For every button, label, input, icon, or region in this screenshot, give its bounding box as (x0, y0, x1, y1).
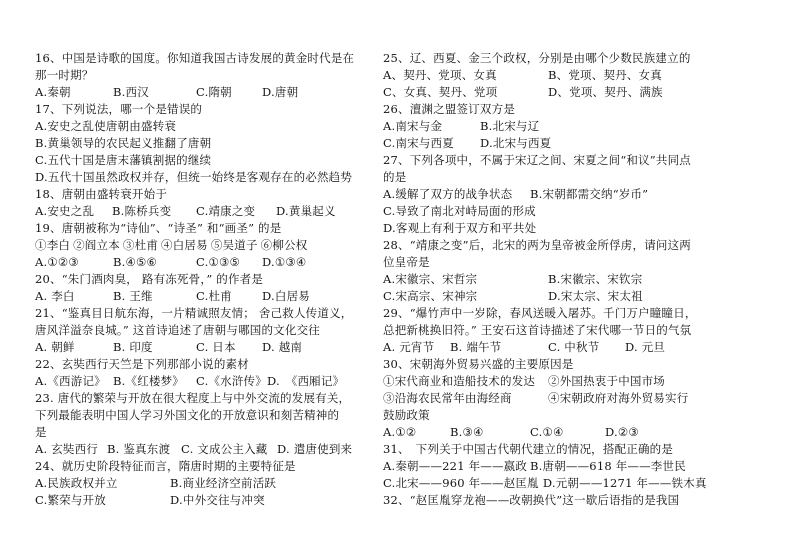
question-18-option-b: B.陈桥兵变 (112, 204, 172, 218)
question-18-option-a: A.安史之乱 (35, 204, 95, 218)
right-column (383, 50, 778, 509)
question-16-options (35, 84, 375, 101)
question-27-option-b: B.宋朝都需交纳“岁币” (530, 187, 649, 201)
question-24-option-b: B.商业经济空前活跃 (170, 476, 277, 490)
question-31-option-a: A.秦朝——221 年——嬴政 (383, 459, 528, 473)
question-26-option-d: D.北宋与西夏 (480, 136, 552, 150)
question-18-stem: 18、唐朝由盛转衰开始于 (35, 187, 168, 201)
question-23-stem-continued: 下列最能表明中国人学习外国文化的开放意识和刻苦精神的 (35, 408, 340, 422)
question-24-option-a: A.民族政权并立 (35, 476, 118, 490)
question-30-items-34 (383, 390, 778, 407)
question-29-stem-continued: 总把新桃换旧符。” 王安石这首诗描述了宋代哪一节日的气氛 (383, 323, 692, 337)
question-25-option-d: D、党项、契丹、满族 (548, 85, 663, 99)
question-29-option-b: B. 端午节 (450, 340, 502, 354)
question-32-stem: 32、“赵匡胤穿龙袍——改朝换代”这一歇后语指的是我国 (383, 493, 680, 507)
question-26-options-ab (383, 118, 778, 135)
question-18-option-d: D.黄巢起义 (276, 204, 336, 218)
question-23-options (35, 441, 375, 458)
question-19-option-c: C.①③⑤ (196, 255, 240, 269)
question-21-option-a: A. 朝鲜 (35, 340, 75, 354)
question-19-stem: 19、唐朝被称为“诗仙”、“诗圣” 和“画圣” 的是 (35, 221, 282, 235)
question-31-options-ab (383, 458, 778, 475)
question-28-options-cd (383, 288, 778, 305)
question-30-items-12 (383, 373, 778, 390)
question-29-option-c: C. 中秋节 (548, 340, 600, 354)
question-26-options-cd (383, 135, 778, 152)
question-19-item-3: ③杜甫 (122, 238, 159, 252)
question-30-stem: 30、宋朝海外贸易兴盛的主要原因是 (383, 357, 574, 371)
question-19-item-1: ①李白 (35, 238, 71, 252)
question-26-option-c: C.南宋与西夏 (383, 136, 454, 150)
question-21-stem-continued: 唐风洋溢奈良城。” 这首诗追述了唐朝与哪国的文化交往 (35, 323, 320, 337)
question-28-option-b: B.宋徽宗、宋钦宗 (548, 272, 643, 286)
question-30-item-4: ④宋朝政府对海外贸易实行 (548, 391, 689, 405)
question-23-stem: 23. 唐代的繁荣与开放在很大程度上与中外交流的发展有关， (35, 391, 351, 405)
question-31-option-d: D.元朝——1271 年——铁木真 (542, 476, 707, 490)
question-26-stem: 26、澶渊之盟签订双方是 (383, 102, 516, 116)
question-29-options (383, 339, 778, 356)
question-16-stem-continued: 那一时期？ (35, 68, 94, 82)
question-22-option-d: D. 《西厢记》 (266, 374, 345, 388)
question-27-options-ab (383, 186, 778, 203)
question-30-option-a: A.①② (383, 425, 417, 439)
question-20-option-c: C.杜甫 (196, 289, 232, 303)
question-19-item-2: ②阎立本 (73, 238, 120, 252)
question-19-option-d: D.①③④ (262, 255, 307, 269)
question-22-option-b: B.《红楼梦》 (113, 374, 185, 388)
question-27-option-c: C.导致了南北对峙局面的形成 (383, 204, 536, 218)
question-17-stem: 17、下列说法，哪一个是错误的 (35, 102, 203, 116)
question-22-option-c: C.《水浒传》 (196, 374, 267, 388)
question-21-options (35, 339, 375, 356)
question-30-item-2: ②外国热衷于中国市场 (548, 374, 665, 388)
question-20-option-b: B. 王维 (113, 289, 153, 303)
question-26-option-b: B.北宋与辽 (480, 119, 540, 133)
question-28-option-a: A.宋徽宗、宋哲宗 (383, 272, 478, 286)
question-20-option-a: A. 李白 (35, 289, 75, 303)
question-22-option-a: A.《西游记》 (35, 374, 106, 388)
question-20-stem: 20、“朱门酒肉臭， 路有冻死骨，” 的作者是 (35, 272, 264, 286)
question-31-option-b: B.唐朝——618 年——李世民 (530, 459, 686, 473)
question-23-option-d: D. 遣唐使到来 (277, 442, 353, 456)
question-30-option-d: D.②③ (605, 425, 639, 439)
question-28-options-ab (383, 271, 778, 288)
question-23-option-c: C. 文成公主入藏 (181, 442, 268, 456)
question-19-options (35, 254, 375, 271)
question-24-option-c: C.繁荣与开放 (35, 493, 106, 507)
question-30-option-c: C.①④ (530, 425, 564, 439)
question-25-options-cd (383, 84, 778, 101)
question-25-stem: 25、辽、西夏、金三个政权，分别是由哪个少数民族建立的 (383, 51, 691, 65)
question-25-option-a: A、契丹、党项、女真 (383, 68, 497, 82)
question-24-stem: 24、就历史阶段特征而言，隋唐时期的主要特征是 (35, 459, 296, 473)
question-20-options (35, 288, 375, 305)
question-19-item-4: ④白居易 (161, 238, 208, 252)
question-24-option-d: D.中外交往与冲突 (170, 493, 265, 507)
question-31-options-cd (383, 475, 778, 492)
question-30-option-b: B.③④ (450, 425, 484, 439)
question-20-option-d: D.白居易 (262, 289, 310, 303)
question-22-stem: 22、玄奘西行天竺是下列那部小说的素材 (35, 357, 249, 371)
question-29-option-a: A. 元宵节 (383, 340, 435, 354)
question-17-option-b: B.黄巢领导的农民起义推翻了唐朝 (35, 136, 212, 150)
question-16-option-d: D.唐朝 (262, 85, 299, 99)
question-17-option-d: D.五代十国虽然政权并存，但统一始终是客观存在的必然趋势 (35, 170, 353, 184)
question-27-option-a: A.缓解了双方的战争状态 (383, 187, 513, 201)
question-24-options-ab (35, 475, 375, 492)
question-19-option-b: B.④⑤⑥ (113, 255, 158, 269)
question-16-option-c: C.隋朝 (196, 85, 232, 99)
question-29-stem: 29、“爆竹声中一岁除，春风送暖入屠苏。千门万户瞳瞳日， (383, 306, 697, 320)
question-19-items (35, 237, 375, 254)
question-19-item-6: ⑥柳公权 (260, 238, 308, 252)
question-21-option-c: C. 日本 (196, 340, 236, 354)
question-30-item-1: ①宋代商业和造船技术的发达 (383, 374, 536, 388)
question-23-stem-end: 是 (35, 425, 47, 439)
question-27-stem: 27、下列各项中，不属于宋辽之间、宋夏之间“和议”共同点 (383, 153, 691, 167)
question-18-options (35, 203, 375, 220)
question-31-option-c: C.北宋——960 年——赵匡胤 (383, 476, 539, 490)
question-23-option-b: B. 鉴真东渡 (107, 442, 171, 456)
question-22-options (35, 373, 375, 390)
question-31-stem: 31、 下列关于中国古代朝代建立的情况，搭配正确的是 (383, 442, 674, 456)
question-30-item-4-continued: 鼓励政策 (383, 408, 430, 422)
question-28-stem: 28、“靖康之变”后，北宋的两为皇帝被金所俘虏，请问这两 (383, 238, 691, 252)
question-19-item-5: ⑤吴道子 (210, 238, 258, 252)
question-17-option-c: C.五代十国是唐末藩镇割据的继续 (35, 153, 212, 167)
question-28-stem-continued: 位皇帝是 (383, 255, 430, 269)
question-24-options-cd (35, 492, 375, 509)
question-25-option-b: B、党项、契丹、女真 (548, 68, 662, 82)
question-23-option-a: A. 玄奘西行 (35, 442, 99, 456)
question-17-option-a: A.安史之乱使唐朝由盛转衰 (35, 119, 177, 133)
question-16-stem: 16、中国是诗歌的国度。你知道我国古诗发展的黄金时代是在 (35, 51, 355, 65)
question-21-option-d: D. 越南 (262, 340, 303, 354)
question-26-option-a: A.南宋与金 (383, 119, 443, 133)
question-28-option-c: C.宋高宗、宋神宗 (383, 289, 478, 303)
left-column (35, 50, 375, 509)
question-25-options-ab (383, 67, 778, 84)
question-21-stem: 21、“鉴真目日航东海，一片精诚照友情； 舍己救人传道义， (35, 306, 353, 320)
question-30-options (383, 424, 778, 441)
question-19-option-a: A.①②③ (35, 255, 79, 269)
question-25-option-c: C、女真、契丹、党项 (383, 85, 498, 99)
question-16-option-a: A.秦朝 (35, 85, 71, 99)
question-27-option-d: D.客观上有利于双方和平共处 (383, 221, 537, 235)
question-16-option-b: B.西汉 (113, 85, 149, 99)
question-27-stem-continued: 的是 (383, 170, 407, 184)
question-30-item-3: ③沿海农民常年由海经商 (383, 391, 512, 405)
question-18-option-c: C.靖康之变 (196, 204, 256, 218)
question-28-option-d: D.宋太宗、宋太祖 (548, 289, 643, 303)
question-21-option-b: B. 印度 (113, 340, 153, 354)
question-29-option-d: D. 元旦 (625, 340, 666, 354)
